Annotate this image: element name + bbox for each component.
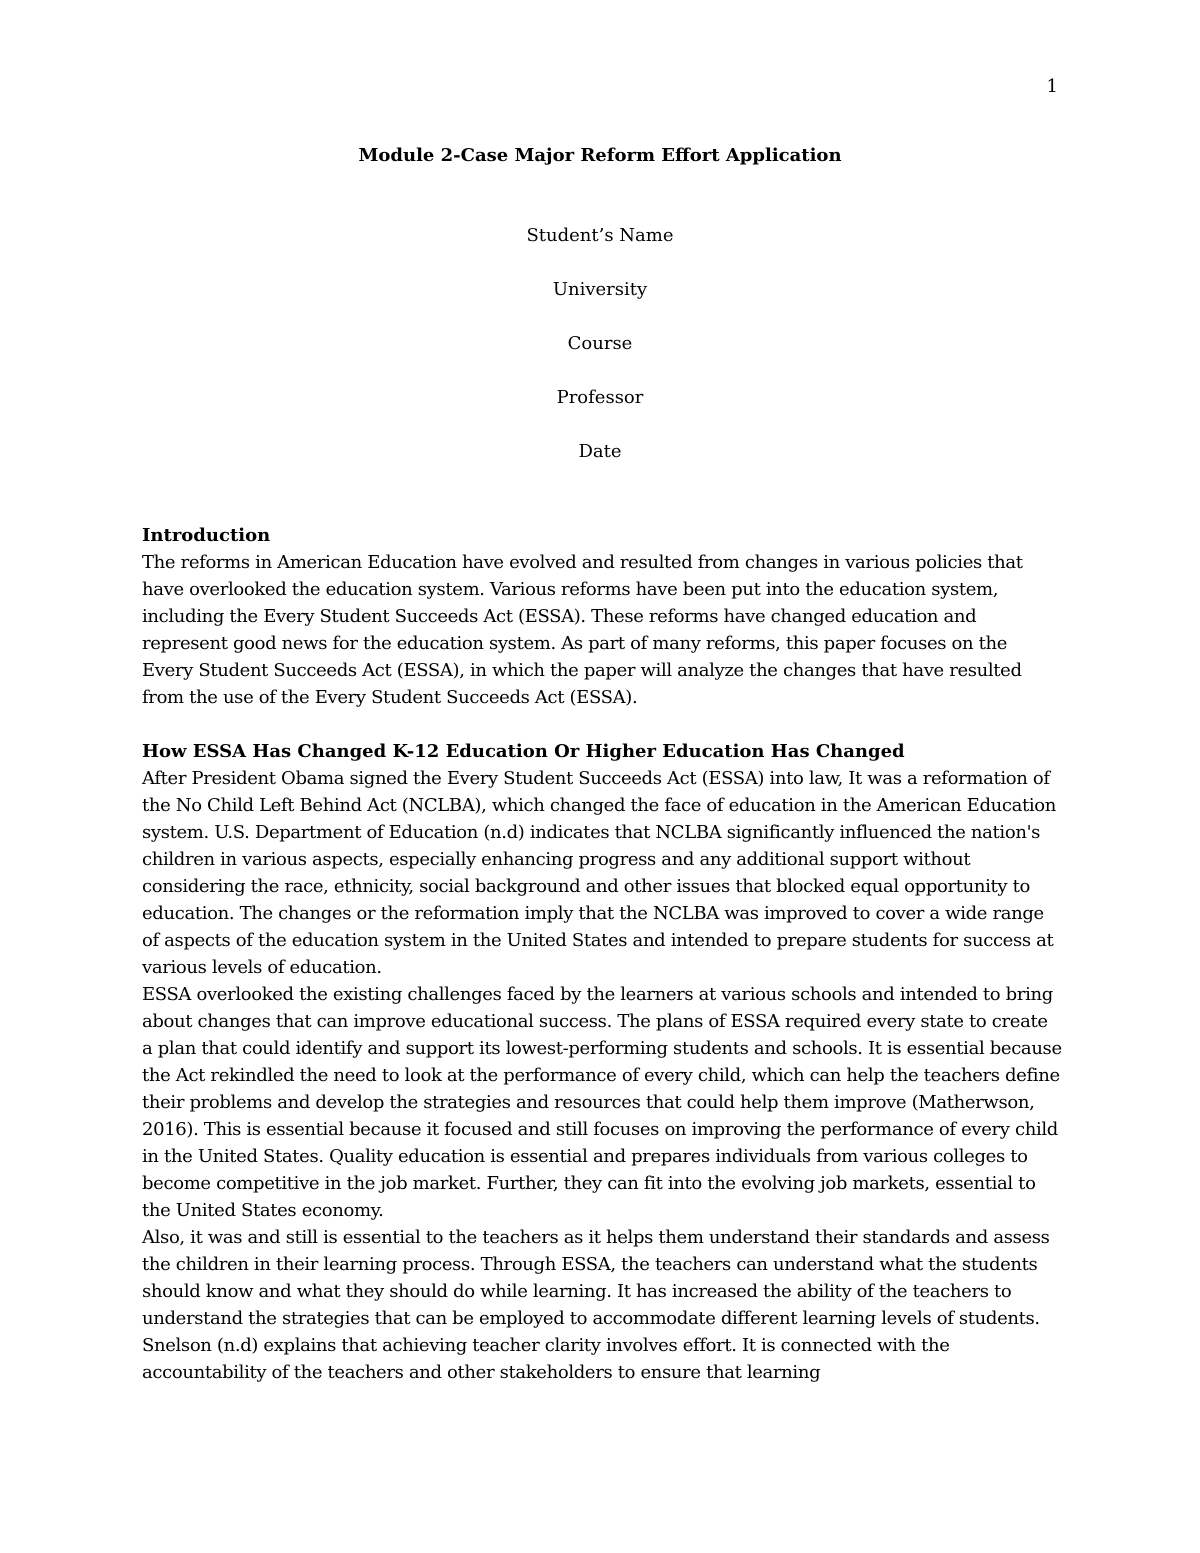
section-heading-introduction: Introduction xyxy=(142,525,271,546)
page-number: 1 xyxy=(1046,76,1058,97)
professor: Professor xyxy=(556,387,644,408)
section-heading-essa: How ESSA Has Changed K-12 Education Or Higher Education Has Changed xyxy=(142,741,905,762)
document-body xyxy=(142,522,1062,1386)
student-name: Student’s Name xyxy=(526,225,674,246)
intro-paragraph: The reforms in American Education have evolved and resulted from changes in various policies that have overlooked the education system. Various reforms have been put into the education system, including the Every Student Succeeds Act (ESSA). These reforms have changed education and represent good news for the education system. As part of many reforms, this paper focuses on the Every Student Succeeds Act (ESSA), in which the paper will analyze the changes that have resulted from the use of the Every Student Succeeds Act (ESSA). xyxy=(142,552,1023,708)
essa-paragraph-1: After President Obama signed the Every Student Succeeds Act (ESSA) into law, It was a reformation of the No Child Left Behind Act (NCLBA), which changed the face of education in the American Education system. U.S. Department of Education (n.d) indicates that NCLBA significantly influenced the nation's children in various aspects, especially enhancing progress and any additional support without considering the race, ethnicity, social background and other issues that blocked equal opportunity to education. The changes or the reformation imply that the NCLBA was improved to cover a wide range of aspects of the education system in the United States and intended to prepare students for success at various levels of education. xyxy=(142,768,1057,978)
essa-paragraph-3: Also, it was and still is essential to the teachers as it helps them understand their standards and assess the children in their learning process. Through ESSA, the teachers can understand what the students should know and what they should do while learning. It has increased the ability of the teachers to understand the strategies that can be employed to accommodate different learning levels of students. Snelson (n.d) explains that achieving teacher clarity involves effort. It is connected with the accountability of the teachers and other stakeholders to ensure that learning xyxy=(142,1227,1050,1383)
title-block xyxy=(0,142,1200,492)
university: University xyxy=(552,279,648,300)
section-spacer xyxy=(142,711,1062,738)
course: Course xyxy=(567,333,633,354)
document-title: Module 2-Case Major Reform Effort Application xyxy=(358,145,842,166)
essa-paragraph-2: ESSA overlooked the existing challenges faced by the learners at various schools and intended to bring about changes that can improve educational success. The plans of ESSA required every state to create a plan that could identify and support its lowest-performing students and schools. It is essential because the Act rekindled the need to look at the performance of every child, which can help the teachers define their problems and develop the strategies and resources that could help them improve (Matherwson, 2016). This is essential because it focused and still focuses on improving the performance of every child in the United States. Quality education is essential and prepares individuals from various colleges to become competitive in the job market. Further, they can fit into the evolving job markets, essential to the United States economy. xyxy=(142,984,1062,1221)
date: Date xyxy=(578,441,622,462)
